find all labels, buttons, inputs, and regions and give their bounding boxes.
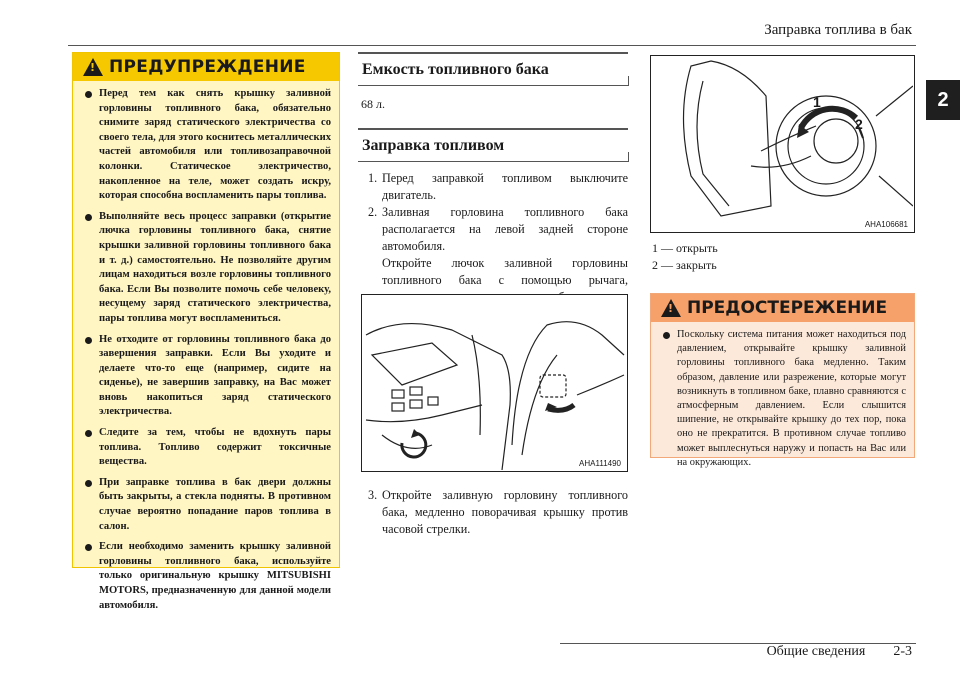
chapter-tab: 2	[926, 80, 960, 120]
page-header-title: Заправка топлива в бак	[764, 22, 912, 38]
fuel-cap-figure	[650, 55, 915, 233]
figure-code: AHA106681	[864, 220, 908, 229]
refueling-steps	[368, 170, 628, 306]
page-number: 2-3	[893, 644, 912, 659]
step-item	[368, 487, 628, 538]
capacity-value: 68 л.	[361, 97, 385, 111]
step-item	[368, 170, 628, 204]
step-text: Откройте заливную горловину топливного бака, медленно поворачивая крышку против часовой стрелки.	[382, 488, 628, 536]
figure-legend	[652, 240, 718, 274]
warning-item: При заправке топлива в бак двери должны быть закрыты, а стекла подняты. В противном случае вероятно попадание паров топлива в салон.	[83, 476, 331, 534]
page-footer	[767, 644, 912, 660]
warning-item: Выполняйте весь процесс заправки (открытие лючка горловины топливного бака, снятие крышки заливной горловины топливного бака и т. д.) самостоятельно. Не позволяйте другим лицам находиться возле горловины топливного бака. Если Вы позволите помочь себе человеку, несущему заряд статического электричества, пары топлива могут воспламениться.	[83, 210, 331, 327]
legend-item: 1 — открыть	[652, 241, 718, 255]
step-text: Откройте лючок заливной горловины топливного бака с помощью рычага,	[382, 256, 628, 287]
capacity-section-heading	[358, 52, 628, 86]
header-rule	[68, 45, 916, 46]
fuel-door-lever-figure	[361, 294, 628, 472]
warning-heading: ПРЕДУПРЕЖДЕНИЕ	[109, 57, 306, 77]
warning-box	[72, 52, 340, 611]
caution-box	[650, 293, 915, 468]
caution-heading: ПРЕДОСТЕРЕЖЕНИЕ	[687, 298, 888, 318]
legend-item: 2 — закрыть	[652, 258, 717, 272]
footer-section: Общие сведения	[766, 644, 866, 659]
step-item-3	[368, 487, 628, 538]
callout-2-label: 2	[855, 116, 863, 132]
warning-item: Перед тем как снять крышку заливной горловины топливного бака, обязательно снимите заряд статического электричества со своего тела, для этого коснитесь металлических частей автомобиля или топливозаправочной колонки. Статическое электричество, накопленное на теле, может создать искру, которая способна воспламенить пары топлива.	[83, 87, 331, 204]
warning-triangle-icon	[83, 58, 103, 76]
step-item	[368, 204, 628, 255]
warning-item: Следите за тем, чтобы не вдохнуть пары топлива. Топливо содержит токсичные вещества.	[83, 426, 331, 470]
step-number: 2.	[368, 205, 378, 219]
warning-list	[73, 81, 339, 613]
figure-code: AHA111490	[579, 459, 621, 468]
step-text: Перед заправкой топливом выключите двигатель.	[382, 171, 628, 202]
capacity-heading: Емкость топливного бака	[362, 60, 549, 78]
caution-item: Поскольку система питания может находиться под давлением, открывайте крышку заливной горловины топливного бака медленно. Таким образом, давление или разрежение, которые могут возникнуть в топливном баке, плавно сравняются с атмосферным давлением. Если слышится шипение, не открывайте крышку до тех пор, пока оно не прекратится. В противном случае топливо может выплеснуться наружу и попасть на Вас или на окружающих.	[661, 328, 906, 470]
warning-item: Если необходимо заменить крышку заливной горловины топливного бака, используйте только оригинальную крышку MITSUBISHI MOTORS, предназначенную для данной модели автомобиля.	[83, 540, 331, 613]
warning-item: Не отходите от горловины топливного бака до завершения заправки. Если Вы уходите и делаете что-то еще (например, сидите на сиденье), не завершив заправку, на Вас может вновь накопиться заряд статического электричества.	[83, 333, 331, 421]
refueling-heading: Заправка топливом	[362, 136, 505, 154]
step-text: Заливная горловина топливного бака располагается на левой задней стороне автомобиля.	[382, 205, 628, 253]
fuel-door-lever-illustration	[362, 295, 626, 470]
caution-list	[651, 322, 914, 470]
caution-heading-bar	[651, 294, 914, 322]
callout-1-label: 1	[813, 94, 821, 110]
refueling-section-heading	[358, 128, 628, 162]
step-number: 3.	[368, 488, 378, 502]
step-number: 1.	[368, 171, 378, 185]
caution-triangle-icon	[661, 299, 681, 317]
warning-heading-bar	[73, 53, 339, 81]
fuel-cap-illustration	[651, 56, 913, 231]
